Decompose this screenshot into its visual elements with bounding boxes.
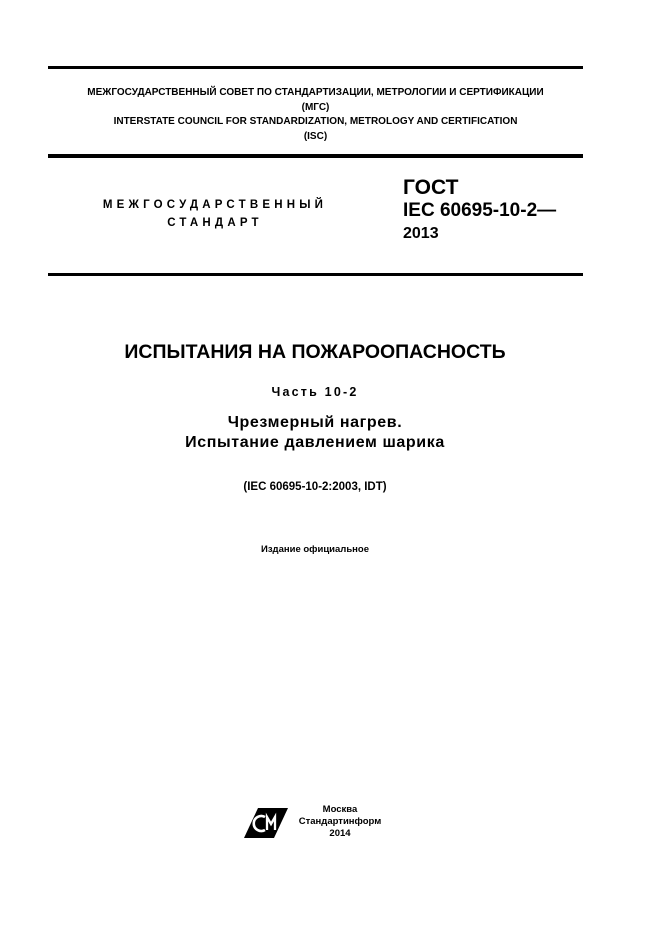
designation-prefix: ГОСТ xyxy=(403,176,459,199)
subtitle-line2: Испытание давлением шарика xyxy=(185,434,445,451)
council-header xyxy=(48,86,583,144)
designation-number: IEC 60695-10-2— xyxy=(403,200,557,221)
document-part: Часть 10-2 xyxy=(271,385,359,399)
designation-rule xyxy=(48,273,583,276)
standard-type-line2: СТАНДАРТ xyxy=(167,217,263,229)
council-name-en: INTERSTATE COUNCIL FOR STANDARDIZATION, METROLOGY AND CERTIFICATION xyxy=(113,116,518,127)
document-title: ИСПЫТАНИЯ НА ПОЖАРООПАСНОСТЬ xyxy=(124,341,506,363)
header-rule-thick xyxy=(48,154,583,158)
council-name-ru: МЕЖГОСУДАРСТВЕННЫЙ СОВЕТ ПО СТАНДАРТИЗАЦИИ, МЕТРОЛОГИИ И СЕРТИФИКАЦИИ xyxy=(87,87,544,98)
document-subtitle xyxy=(40,413,590,453)
iec-reference: (IEC 60695-10-2:2003, IDT) xyxy=(243,481,387,493)
standard-type xyxy=(70,196,360,232)
publisher-year: 2014 xyxy=(329,828,351,839)
publisher-block xyxy=(290,804,390,840)
edition-note: Издание официальное xyxy=(261,544,369,555)
subtitle-line1: Чрезмерный нагрев. xyxy=(227,414,403,431)
publisher-name: Стандартинформ xyxy=(298,816,382,827)
publisher-city: Москва xyxy=(322,804,358,815)
designation-year: 2013 xyxy=(403,225,439,242)
standartinform-logo-icon xyxy=(244,808,288,838)
council-abbr-en: (ISC) xyxy=(303,130,328,142)
standard-type-line1: МЕЖГОСУДАРСТВЕННЫЙ xyxy=(102,199,328,211)
council-abbr-ru: (МГС) xyxy=(301,101,330,113)
standard-designation xyxy=(403,175,556,246)
top-rule-thin xyxy=(48,66,583,69)
